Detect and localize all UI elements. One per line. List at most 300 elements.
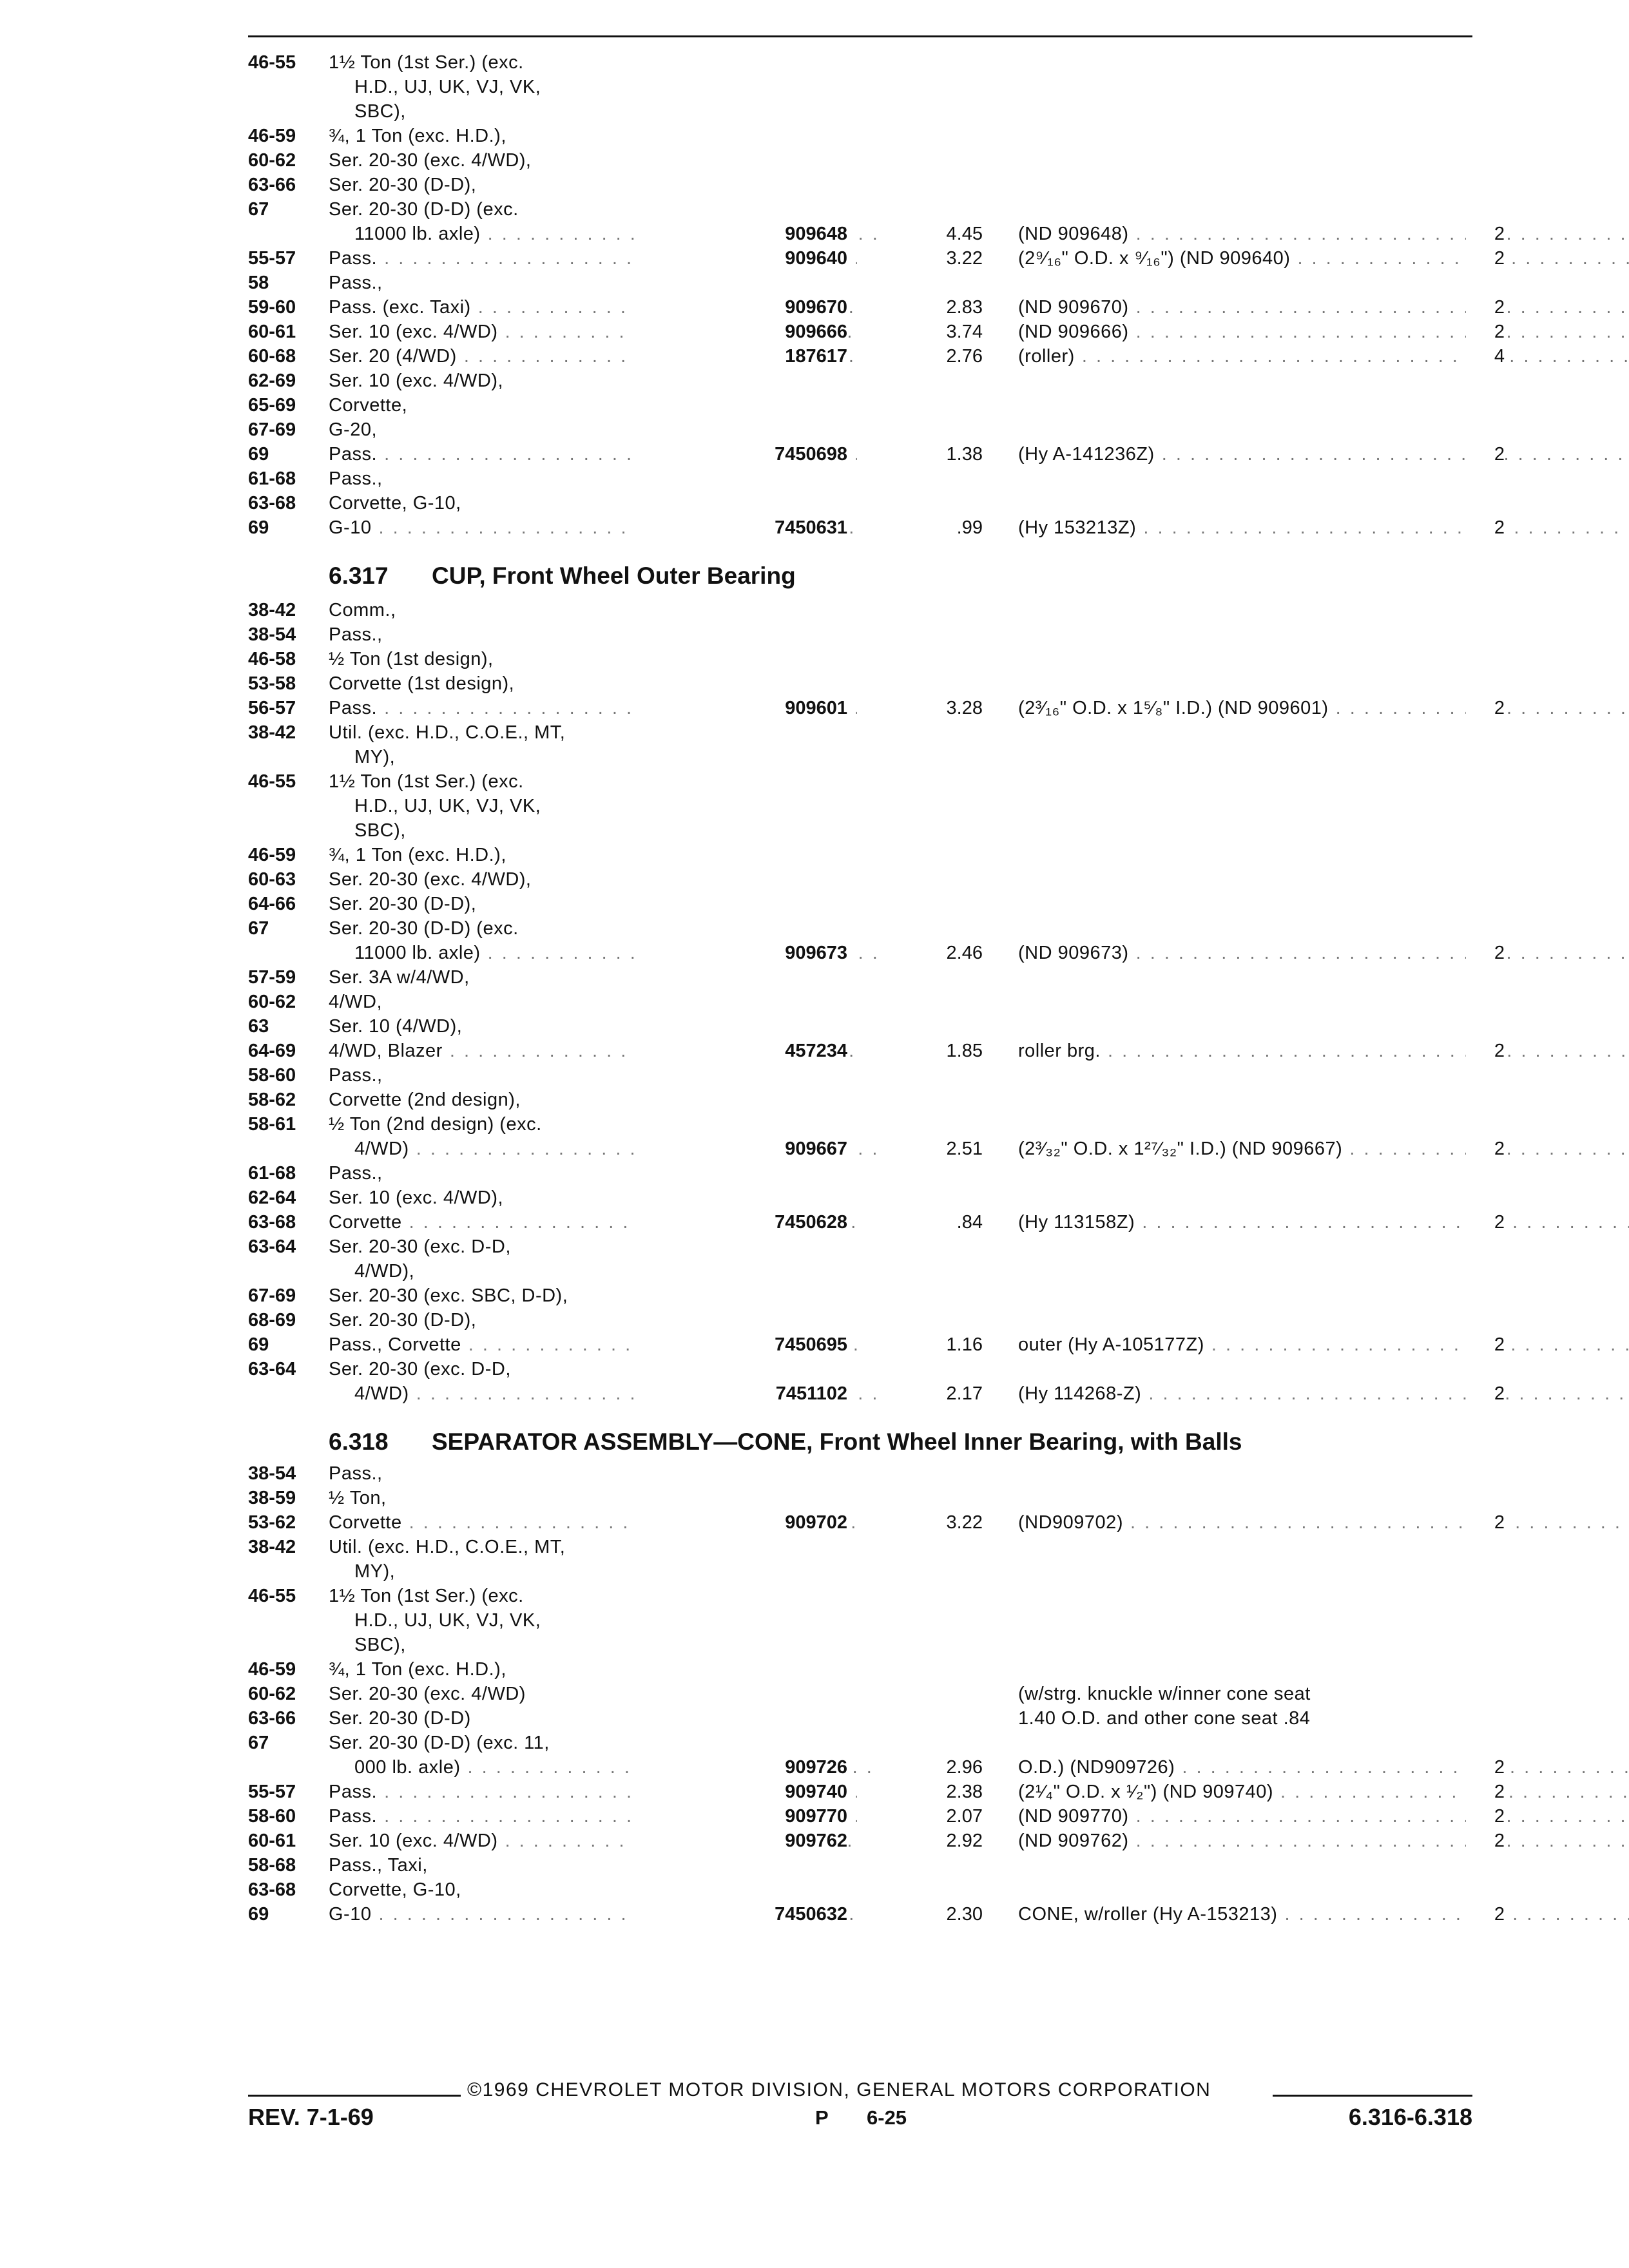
table-row [248,124,1511,148]
part-number: 7450631 [635,515,847,540]
quantity: 2 [1466,1332,1505,1357]
model-years: 63-68 [248,493,296,514]
application-description: 4/WD, Blazer . . . [329,1039,857,1063]
table-row [248,1137,1511,1161]
part-number: 7450632 [635,1902,847,1927]
section-title: SEPARATOR ASSEMBLY—CONE, Front Wheel Inner Bearing, with Balls [432,1428,1242,1455]
price: 3.22 [880,246,983,271]
model-years: 60-62 [248,992,296,1012]
application-description: Ser. 10 (exc. 4/WD), [329,1187,504,1208]
table-row [248,1755,1511,1780]
model-years: 46-59 [248,126,296,146]
part-number: 7450695 [635,1332,847,1357]
revision-label: REV. 7-1-69 [248,2104,374,2130]
model-years: 58-60 [248,1806,296,1827]
model-years: 56-57 [248,698,296,718]
application-description: Ser. 20-30 (D-D) (exc. 11, [329,1733,550,1753]
model-years: 63 [248,1016,269,1037]
application-description: 000 lb. axle) . . . [354,1755,883,1780]
price: 2.30 [880,1902,983,1927]
part-notes: (ND 909762) . . . [1018,1829,1629,1853]
top-rule [248,35,1472,37]
table-row [248,598,1511,622]
table-row [248,843,1511,867]
entries-6-316 [248,50,1511,540]
table-row [248,1063,1511,1088]
quantity: 2 [1466,1510,1505,1535]
table-row [248,222,1511,246]
model-years: 58 [248,273,269,293]
footer-rule-right [1273,2095,1472,2097]
part-number: 7450628 [635,1210,847,1235]
part-number: 909670 [635,295,847,320]
price: 2.76 [880,344,983,369]
entries-6-317 [248,598,1511,1406]
application-description: 1½ Ton (1st Ser.) (exc. [329,771,524,792]
model-years: 55-57 [248,248,296,269]
application-description: Pass., Corvette . . . [329,1332,857,1357]
price: 1.85 [880,1039,983,1063]
part-number: 909666 [635,320,847,344]
table-row [248,1039,1511,1063]
model-years: 38-42 [248,722,296,743]
quantity: 4 [1466,344,1505,369]
price: 2.92 [880,1829,983,1853]
table-row [248,466,1511,491]
application-description: ½ Ton, [329,1488,387,1508]
table-row [248,1308,1511,1332]
model-years: 67 [248,1733,269,1753]
quantity: 2 [1466,1755,1505,1780]
application-description: Ser. 20-30 (D-D) [329,1708,471,1729]
table-row [248,1853,1511,1878]
table-row [248,442,1511,466]
part-notes: (Hy 114268-Z) . . . [1018,1381,1629,1406]
quantity: 2 [1466,320,1505,344]
page-footer [248,2078,1472,2142]
application-description: Corvette (2nd design), [329,1090,521,1110]
part-notes: (Hy 113158Z) . . . [1018,1210,1629,1235]
model-years: 63-66 [248,175,296,195]
table-row [248,1235,1511,1259]
table-row [248,99,1511,124]
part-number: 909726 [635,1755,847,1780]
model-years: 69 [248,1334,269,1355]
application-description: ¾, 1 Ton (exc. H.D.), [329,126,506,146]
price: 2.07 [880,1804,983,1829]
model-years: 63-64 [248,1359,296,1379]
table-row [248,1829,1511,1853]
table-row [248,1731,1511,1755]
application-description: Pass., [329,1065,383,1086]
table-row [248,867,1511,892]
table-row [248,1259,1511,1283]
part-notes: (ND909702) . . . [1018,1510,1629,1535]
price: .99 [880,515,983,540]
application-description: Ser. 20-30 (exc. 4/WD), [329,150,532,171]
part-notes: (2³⁄₁₆" O.D. x 1⁵⁄₈" I.D.) (ND 909601) . . . [1018,696,1629,720]
price: 2.46 [880,941,983,965]
table-row [248,418,1511,442]
model-years: 38-59 [248,1488,296,1508]
application-description: ¾, 1 Ton (exc. H.D.), [329,845,506,865]
model-years: 53-58 [248,673,296,694]
model-years: 69 [248,444,269,465]
table-row [248,769,1511,794]
application-description: Ser. 20-30 (exc. D-D, [329,1236,511,1257]
model-years: 69 [248,1904,269,1925]
table-row [248,369,1511,393]
application-description: Corvette . . . [329,1210,857,1235]
price: 2.38 [880,1780,983,1804]
price: 1.16 [880,1332,983,1357]
application-description: 4/WD) . . . [354,1381,883,1406]
application-description: Pass. (exc. Taxi) . . . [329,295,857,320]
table-row [248,1559,1511,1584]
table-row [248,1283,1511,1308]
table-row [248,320,1511,344]
price: 4.45 [880,222,983,246]
model-years: 46-59 [248,1659,296,1680]
table-row [248,271,1511,295]
model-years: 38-54 [248,624,296,645]
model-years: 59-60 [248,297,296,318]
table-row [248,1584,1511,1608]
quantity: 2 [1466,1137,1505,1161]
table-row [248,50,1511,75]
model-years: 58-68 [248,1855,296,1876]
model-years: 63-68 [248,1212,296,1233]
application-description: Pass., [329,624,383,645]
section-number: 6.317 [329,562,389,589]
model-years: 46-59 [248,845,296,865]
table-row [248,197,1511,222]
table-row [248,892,1511,916]
application-description: SBC), [354,1635,406,1655]
table-row [248,1804,1511,1829]
part-notes: outer (Hy A-105177Z) . . . [1018,1332,1629,1357]
application-description: ¾, 1 Ton (exc. H.D.), [329,1659,506,1680]
model-years: 61-68 [248,468,296,489]
table-row [248,1706,1511,1731]
application-description: Ser. 10 (exc. 4/WD) . . . [329,1829,857,1853]
price: .84 [880,1210,983,1235]
table-row [248,965,1511,990]
model-years: 65-69 [248,395,296,416]
model-years: 46-55 [248,1586,296,1606]
model-years: 58-61 [248,1114,296,1135]
application-description: Pass., Taxi, [329,1855,428,1876]
model-years: 60-68 [248,346,296,367]
part-number: 909601 [635,696,847,720]
table-row [248,916,1511,941]
table-row [248,1210,1511,1235]
application-description: Ser. 3A w/4/WD, [329,967,470,988]
application-description: H.D., UJ, UK, VJ, VK, [354,796,541,816]
part-notes: (w/strg. knuckle w/inner cone seat [1018,1684,1311,1704]
model-years: 46-55 [248,771,296,792]
model-years: 60-61 [248,322,296,342]
quantity: 2 [1466,1829,1505,1853]
table-row [248,671,1511,696]
application-description: Pass., [329,468,383,489]
table-row [248,1461,1511,1486]
part-notes: (2³⁄₃₂" O.D. x 1²⁷⁄₃₂" I.D.) (ND 909667) . . . [1018,1137,1629,1161]
application-description: Ser. 10 (4/WD), [329,1016,463,1037]
table-row [248,1186,1511,1210]
model-years: 60-62 [248,150,296,171]
quantity: 2 [1466,696,1505,720]
table-row [248,1535,1511,1559]
part-notes: (Hy A-141236Z) . . . [1018,442,1629,466]
model-years: 67 [248,918,269,939]
price: 2.51 [880,1137,983,1161]
application-description: Ser. 20-30 (D-D) (exc. [329,199,519,220]
application-description: Ser. 20-30 (D-D), [329,894,477,914]
table-row [248,1510,1511,1535]
table-row [248,1381,1511,1406]
part-number: 909640 [635,246,847,271]
table-row [248,941,1511,965]
model-years: 64-69 [248,1041,296,1061]
table-row [248,647,1511,671]
model-years: 38-42 [248,600,296,620]
table-row [248,1486,1511,1510]
part-number: 909740 [635,1780,847,1804]
table-row [248,75,1511,99]
application-description: Ser. 10 (exc. 4/WD), [329,370,504,391]
application-description: ½ Ton (2nd design) (exc. [329,1114,542,1135]
price: 3.22 [880,1510,983,1535]
application-description: Pass., [329,1163,383,1184]
application-description: H.D., UJ, UK, VJ, VK, [354,1610,541,1631]
model-years: 64-66 [248,894,296,914]
model-years: 57-59 [248,967,296,988]
model-years: 63-66 [248,1708,296,1729]
table-row [248,1878,1511,1902]
part-notes: (2⁹⁄₁₆" O.D. x ⁹⁄₁₆") (ND 909640) . . . [1018,246,1629,271]
part-number: 187617 [635,344,847,369]
application-description: Pass., [329,1463,383,1484]
application-description: 1½ Ton (1st Ser.) (exc. [329,52,524,73]
table-row [248,818,1511,843]
application-description: Ser. 20-30 (exc. D-D, [329,1359,511,1379]
part-notes: (Hy 153213Z) . . . [1018,515,1629,540]
table-row [248,622,1511,647]
model-years: 60-63 [248,869,296,890]
table-row [248,720,1511,745]
application-description: Corvette, G-10, [329,1879,461,1900]
model-years: 63-68 [248,1879,296,1900]
price: 3.28 [880,696,983,720]
table-row [248,295,1511,320]
copyright-text: ©1969 CHEVROLET MOTOR DIVISION, GENERAL MOTORS CORPORATION [467,2079,1211,2100]
table-row [248,1633,1511,1657]
part-notes: (ND 909648) . . . [1018,222,1629,246]
model-years: 60-62 [248,1684,296,1704]
section-number: 6.318 [329,1428,389,1455]
quantity: 2 [1466,1039,1505,1063]
application-description: Corvette, G-10, [329,493,461,514]
table-row [248,696,1511,720]
table-row [248,990,1511,1014]
page-number: 6-25 [867,2106,907,2129]
model-years: 63-64 [248,1236,296,1257]
application-description: Ser. 20-30 (exc. 4/WD), [329,869,532,890]
table-row [248,393,1511,418]
application-description: Pass. . . . [329,1804,857,1829]
part-number: 909667 [635,1137,847,1161]
model-years: 38-54 [248,1463,296,1484]
part-number: 457234 [635,1039,847,1063]
application-description: Util. (exc. H.D., C.O.E., MT, [329,722,566,743]
application-description: 4/WD), [354,1261,415,1282]
part-notes: (roller) . . . [1018,344,1629,369]
quantity: 2 [1466,515,1505,540]
table-row [248,1902,1511,1927]
part-number: 909673 [635,941,847,965]
application-description: Corvette . . . [329,1510,857,1535]
part-notes: (ND 909670) . . . [1018,295,1629,320]
application-description: 11000 lb. axle) . . . [354,222,883,246]
part-notes: (ND 909770) . . . [1018,1804,1629,1829]
section-6-318-header [248,1425,1511,1459]
quantity: 2 [1466,1210,1505,1235]
part-number: 909762 [635,1829,847,1853]
price: 1.38 [880,442,983,466]
application-description: Pass. . . . [329,696,857,720]
part-notes: (2¹⁄₄" O.D. x ¹⁄₂") (ND 909740) . . . [1018,1780,1629,1804]
table-row [248,1112,1511,1137]
application-description: 4/WD) . . . [354,1137,883,1161]
model-years: 60-61 [248,1831,296,1851]
model-years: 46-58 [248,649,296,669]
part-number: 909702 [635,1510,847,1535]
quantity: 2 [1466,246,1505,271]
application-description: Pass. . . . [329,246,857,271]
part-notes: CONE, w/roller (Hy A-153213) . . . [1018,1902,1629,1927]
application-description: G-10 . . . [329,1902,857,1927]
application-description: Corvette, [329,395,408,416]
part-number: 909770 [635,1804,847,1829]
section-title: CUP, Front Wheel Outer Bearing [432,562,796,589]
part-number: 909648 [635,222,847,246]
application-description: Ser. 20-30 (exc. 4/WD) [329,1684,526,1704]
table-row [248,1088,1511,1112]
quantity: 2 [1466,1902,1505,1927]
table-row [248,1657,1511,1682]
part-number: 7450698 [635,442,847,466]
application-description: Ser. 20-30 (D-D), [329,175,477,195]
model-years: 58-62 [248,1090,296,1110]
table-row [248,1014,1511,1039]
table-row [248,148,1511,173]
application-description: Corvette (1st design), [329,673,515,694]
part-notes: 1.40 O.D. and other cone seat .84 [1018,1708,1311,1729]
model-years: 67-69 [248,1285,296,1306]
quantity: 2 [1466,1780,1505,1804]
model-years: 62-69 [248,370,296,391]
application-description: Ser. 10 (exc. 4/WD) . . . [329,320,857,344]
part-notes: roller brg. . . . [1018,1039,1629,1063]
table-row [248,1357,1511,1381]
table-row [248,1332,1511,1357]
application-description: MY), [354,1561,396,1582]
entries-6-318 [248,1461,1511,1927]
application-description: Util. (exc. H.D., C.O.E., MT, [329,1537,566,1557]
application-description: MY), [354,747,396,767]
section-range: 6.316-6.318 [1348,2104,1472,2130]
table-row [248,173,1511,197]
section-6-317-header [248,559,1511,593]
application-description: Ser. 20-30 (D-D) (exc. [329,918,519,939]
application-description: Pass. . . . [329,1780,857,1804]
part-notes: O.D.) (ND909726) . . . [1018,1755,1629,1780]
price: 3.74 [880,320,983,344]
part-notes: (ND 909673) . . . [1018,941,1629,965]
table-row [248,794,1511,818]
application-description: SBC), [354,820,406,841]
price: 2.17 [880,1381,983,1406]
page-code: P [815,2106,829,2129]
application-description: Pass. . . . [329,442,857,466]
application-description: 4/WD, [329,992,383,1012]
table-row [248,1780,1511,1804]
price: 2.83 [880,295,983,320]
application-description: Ser. 20-30 (exc. SBC, D-D), [329,1285,568,1306]
table-row [248,491,1511,515]
application-description: G-10 . . . [329,515,857,540]
price: 2.96 [880,1755,983,1780]
table-row [248,246,1511,271]
table-row [248,1161,1511,1186]
table-row [248,1682,1511,1706]
quantity: 2 [1466,295,1505,320]
model-years: 46-55 [248,52,296,73]
application-description: H.D., UJ, UK, VJ, VK, [354,77,541,97]
model-years: 67 [248,199,269,220]
application-description: G-20, [329,419,378,440]
quantity: 2 [1466,1381,1505,1406]
application-description: ½ Ton (1st design), [329,649,494,669]
part-number: 7451102 [635,1381,847,1406]
table-row [248,515,1511,540]
model-years: 53-62 [248,1512,296,1533]
model-years: 58-60 [248,1065,296,1086]
model-years: 67-69 [248,419,296,440]
table-row [248,745,1511,769]
application-description: SBC), [354,101,406,122]
footer-rule-left [248,2095,461,2097]
quantity: 2 [1466,222,1505,246]
table-row [248,344,1511,369]
application-description: Ser. 20 (4/WD) . . . [329,344,857,369]
quantity: 2 [1466,941,1505,965]
application-description: Pass., [329,273,383,293]
model-years: 38-42 [248,1537,296,1557]
model-years: 55-57 [248,1782,296,1802]
application-description: 1½ Ton (1st Ser.) (exc. [329,1586,524,1606]
table-row [248,1608,1511,1633]
application-description: 11000 lb. axle) . . . [354,941,883,965]
model-years: 61-68 [248,1163,296,1184]
application-description: Comm., [329,600,396,620]
part-notes: (ND 909666) . . . [1018,320,1629,344]
application-description: Ser. 20-30 (D-D), [329,1310,477,1331]
model-years: 69 [248,517,269,538]
quantity: 2 [1466,442,1505,466]
model-years: 68-69 [248,1310,296,1331]
